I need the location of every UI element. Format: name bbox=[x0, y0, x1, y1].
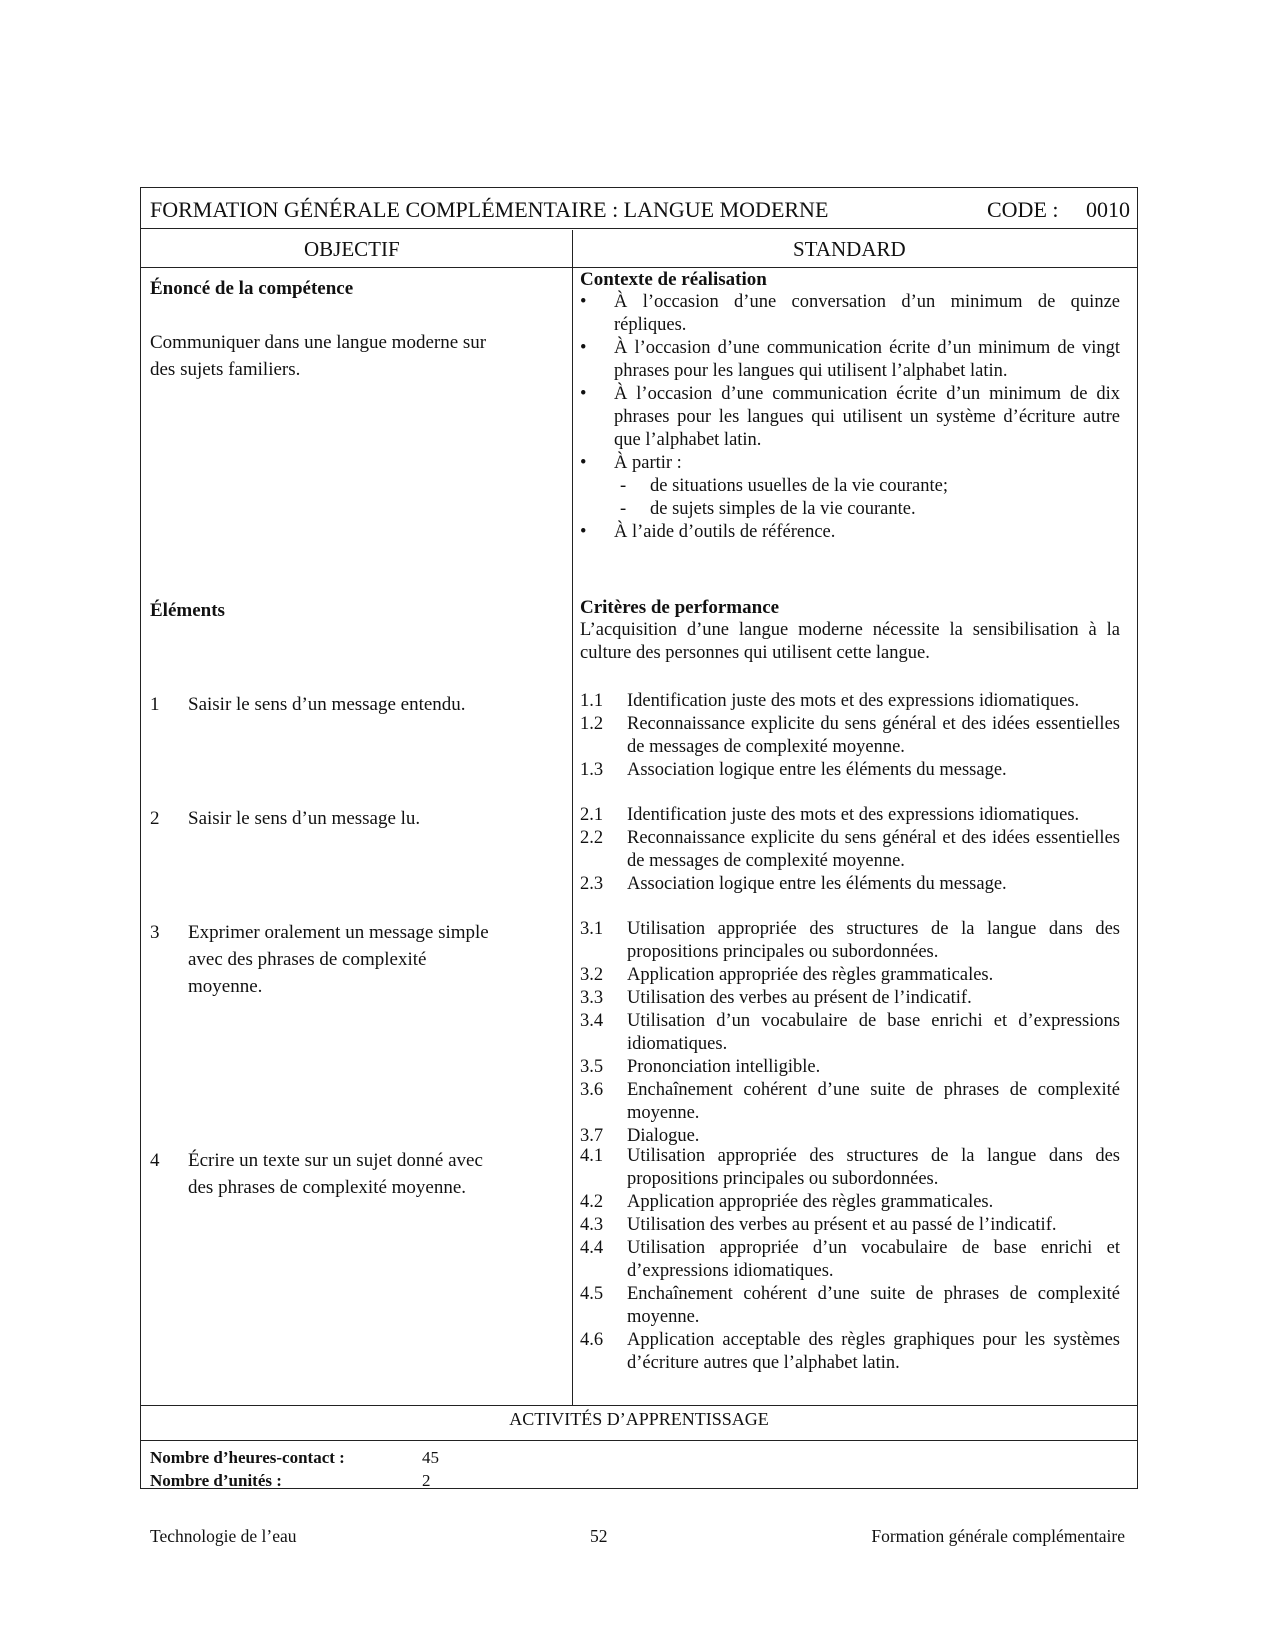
criteria-block bbox=[580, 596, 1120, 665]
divider-activities-bottom bbox=[141, 1440, 1137, 1441]
column-divider bbox=[572, 230, 573, 1405]
context-block bbox=[580, 268, 1120, 544]
criterion: 4.5 Enchaînement cohérent d’une suite de phrases de complexité moyenne. bbox=[580, 1284, 1120, 1327]
criterion: 3.1 Utilisation appropriée des structures de la langue dans des propositions principales ou subordonnées. bbox=[580, 919, 1120, 962]
column-head-standard: STANDARD bbox=[793, 237, 906, 261]
context-bullet: • À l’occasion d’une communication écrite d’un minimum de dix phrases pour les langues qui utilisent un système d’écriture autre que l’alphabet latin. bbox=[580, 384, 1120, 450]
criterion: 3.6 Enchaînement cohérent d’une suite de phrases de complexité moyenne. bbox=[580, 1080, 1120, 1123]
criteria-heading: Critères de performance bbox=[580, 597, 780, 618]
element-text: Exprimer oralement un message simple bbox=[188, 922, 489, 943]
criterion: 4.4 Utilisation appropriée d’un vocabulaire de base enrichi et d’expressions idiomatiques. bbox=[580, 1238, 1120, 1281]
criterion: 4.3 Utilisation des verbes au présent et au passé de l’indicatif. bbox=[580, 1215, 1057, 1235]
criterion: 2.3 Association logique entre les éléments du message. bbox=[580, 874, 1007, 894]
elements-heading: Éléments bbox=[150, 600, 225, 621]
activities-heading: ACTIVITÉS D’APPRENTISSAGE bbox=[509, 1409, 769, 1429]
element-number: 1 bbox=[150, 694, 160, 715]
footer-right: Formation générale complémentaire bbox=[871, 1526, 1125, 1546]
criterion: 3.3 Utilisation des verbes au présent de l’indicatif. bbox=[580, 988, 972, 1008]
units-label: Nombre d’unités : bbox=[150, 1471, 282, 1490]
criteria-group-2 bbox=[580, 804, 1120, 896]
criterion: 2.2 Reconnaissance explicite du sens général et des idées essentielles de messages de complexité moyenne. bbox=[580, 828, 1120, 871]
bullet-mark: • bbox=[580, 453, 587, 473]
criterion: 3.5 Prononciation intelligible. bbox=[580, 1057, 821, 1077]
context-bullet: • À l’aide d’outils de référence. bbox=[580, 522, 836, 542]
dash-mark: - bbox=[620, 476, 627, 496]
element-text: avec des phrases de complexité bbox=[188, 949, 427, 970]
criterion: 1.3 Association logique entre les éléments du message. bbox=[580, 760, 1007, 780]
criterion: 2.1 Identification juste des mots et des expressions idiomatiques. bbox=[580, 805, 1080, 825]
contact-hours bbox=[150, 1446, 439, 1469]
contact-hours-label: Nombre d’heures-contact : bbox=[150, 1448, 345, 1467]
element-4 bbox=[150, 1147, 483, 1201]
element-number: 2 bbox=[150, 808, 160, 829]
element-1 bbox=[150, 691, 466, 718]
bullet-mark: • bbox=[580, 292, 587, 312]
criteria-group-4 bbox=[580, 1145, 1120, 1375]
units bbox=[150, 1469, 431, 1492]
course-code bbox=[987, 195, 1130, 225]
element-text: moyenne. bbox=[188, 976, 263, 997]
header-row bbox=[150, 195, 1130, 225]
bullet-mark: • bbox=[580, 522, 587, 542]
statement-line-1: Communiquer dans une langue moderne sur bbox=[150, 332, 487, 353]
element-number: 3 bbox=[150, 922, 160, 943]
footer-left: Technologie de l’eau bbox=[150, 1526, 297, 1546]
context-bullet: • À l’occasion d’une communication écrite d’un minimum de vingt phrases pour les langues qui utilisent l’alphabet latin. bbox=[580, 338, 1120, 381]
element-2 bbox=[150, 805, 420, 832]
statement-line-2: des sujets familiers. bbox=[150, 359, 301, 380]
criterion: 4.2 Application appropriée des règles grammaticales. bbox=[580, 1192, 994, 1212]
element-3 bbox=[150, 919, 489, 1000]
context-heading: Contexte de réalisation bbox=[580, 269, 767, 290]
code-label: CODE : bbox=[987, 197, 1059, 222]
criteria-group-3 bbox=[580, 918, 1120, 1148]
element-number: 4 bbox=[150, 1150, 160, 1171]
column-head-objective: OBJECTIF bbox=[304, 237, 400, 261]
dash-mark: - bbox=[620, 499, 627, 519]
element-text: Saisir le sens d’un message entendu. bbox=[188, 694, 466, 715]
criterion: 1.1 Identification juste des mots et des expressions idiomatiques. bbox=[580, 691, 1080, 711]
criterion: 4.1 Utilisation appropriée des structures de la langue dans des propositions principales ou subordonnées. bbox=[580, 1146, 1120, 1189]
statement-heading: Énoncé de la compétence bbox=[150, 278, 354, 299]
criterion: 3.7 Dialogue. bbox=[580, 1126, 700, 1146]
code-value: 0010 bbox=[1086, 197, 1130, 222]
element-text: des phrases de complexité moyenne. bbox=[188, 1177, 467, 1198]
page-number: 52 bbox=[590, 1526, 608, 1546]
context-bullet: • À partir : bbox=[580, 453, 682, 473]
page-title: FORMATION GÉNÉRALE COMPLÉMENTAIRE : LANGUE MODERNE bbox=[150, 197, 829, 222]
context-dash-item: - de sujets simples de la vie courante. bbox=[620, 499, 916, 519]
element-text: Saisir le sens d’un message lu. bbox=[188, 808, 421, 829]
contact-hours-value: 45 bbox=[422, 1448, 439, 1467]
context-dash-item: - de situations usuelles de la vie courante; bbox=[620, 476, 948, 496]
element-text: Écrire un texte sur un sujet donné avec bbox=[188, 1150, 483, 1171]
criteria-intro: L’acquisition d’une langue moderne nécessite la sensibilisation à la culture des personnes qui utilisent cette langue. bbox=[580, 620, 1120, 663]
divider-activities-top bbox=[141, 1405, 1137, 1406]
bullet-mark: • bbox=[580, 384, 587, 404]
criteria-group-1 bbox=[580, 690, 1120, 782]
criterion: 1.2 Reconnaissance explicite du sens général et des idées essentielles de messages de complexité moyenne. bbox=[580, 714, 1120, 757]
bullet-mark: • bbox=[580, 338, 587, 358]
criterion: 3.4 Utilisation d’un vocabulaire de base enrichi et d’expressions idiomatiques. bbox=[580, 1011, 1120, 1054]
units-value: 2 bbox=[422, 1471, 431, 1490]
context-bullet: • À l’occasion d’une conversation d’un minimum de quinze répliques. bbox=[580, 292, 1120, 335]
criterion: 3.2 Application appropriée des règles grammaticales. bbox=[580, 965, 994, 985]
divider-header bbox=[141, 228, 1137, 229]
criterion: 4.6 Application acceptable des règles graphiques pour les systèmes d’écriture autres que l’alphabet latin. bbox=[580, 1330, 1120, 1373]
